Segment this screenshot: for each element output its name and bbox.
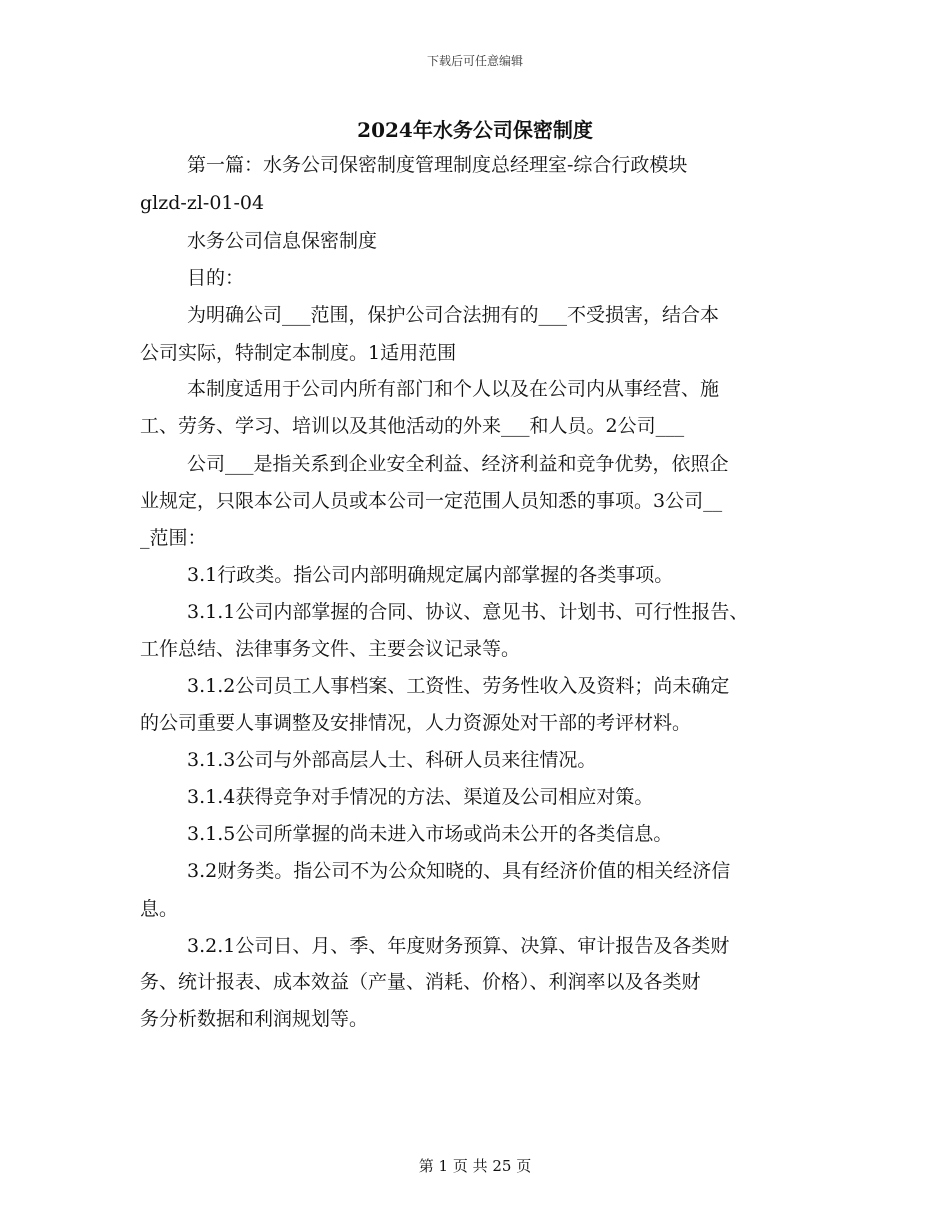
paragraph-line: 3.1.1公司内部掌握的合同、协议、意见书、计划书、可行性报告、 [187,601,749,623]
paragraph-line: 为明确公司___范围，保护公司合法拥有的___不受损害，结合本 [187,304,720,326]
paragraph-line: 务分析数据和利润规划等。 [140,1008,369,1030]
paragraph-line: 的公司重要人事调整及安排情况，人力资源处对干部的考评材料。 [140,712,692,734]
document-title: 2024年水务公司保密制度 [357,118,593,142]
paragraph-line: _范围： [140,527,207,549]
paragraph-line: 3.2财务类。指公司不为公众知晓的、具有经济价值的相关经济信 [187,860,731,882]
paragraph-line: 3.1.5公司所掌握的尚未进入市场或尚未公开的各类信息。 [187,823,673,845]
paragraph-line: 目的： [187,267,245,289]
paragraph-line: 3.1.4获得竞争对手情况的方法、渠道及公司相应对策。 [187,786,654,808]
paragraph-line: 3.1.3公司与外部高层人士、科研人员来往情况。 [187,749,597,771]
paragraph-line: 3.1行政类。指公司内部明确规定属内部掌握的各类事项。 [187,564,674,586]
paragraph-line: glzd-zl-01-04 [140,192,265,214]
paragraph-line: 第一篇：水务公司保密制度管理制度总经理室-综合行政模块 [187,154,688,176]
paragraph-line: 工作总结、法律事务文件、主要会议记录等。 [140,638,521,660]
paragraph-line: 息。 [140,898,179,920]
paragraph-line: 公司实际，特制定本制度。1适用范围 [140,342,457,364]
paragraph-line: 3.2.1公司日、月、季、年度财务预算、决算、审计报告及各类财 [187,935,730,957]
paragraph-line: 务、统计报表、成本效益（产量、消耗、价格）、利润率以及各类财 [140,971,701,993]
paragraph-line: 3.1.2公司员工人事档案、工资性、劳务性收入及资料；尚未确定 [187,675,730,697]
paragraph-line: 水务公司信息保密制度 [187,230,378,252]
paragraph-line: 工、劳务、学习、培训以及其他活动的外来___和人员。2公司___ [140,415,685,437]
page-header-note: 下载后可任意编辑 [426,54,523,68]
page-number: 第 1 页 共 25 页 [418,1157,532,1175]
paragraph-line: 公司___是指关系到企业安全利益、经济利益和竞争优势，依照企 [187,453,729,475]
paragraph-line: 业规定，只限本公司人员或本公司一定范围人员知悉的事项。3公司__ [140,490,723,512]
paragraph-line: 本制度适用于公司内所有部门和个人以及在公司内从事经营、施 [187,378,720,400]
